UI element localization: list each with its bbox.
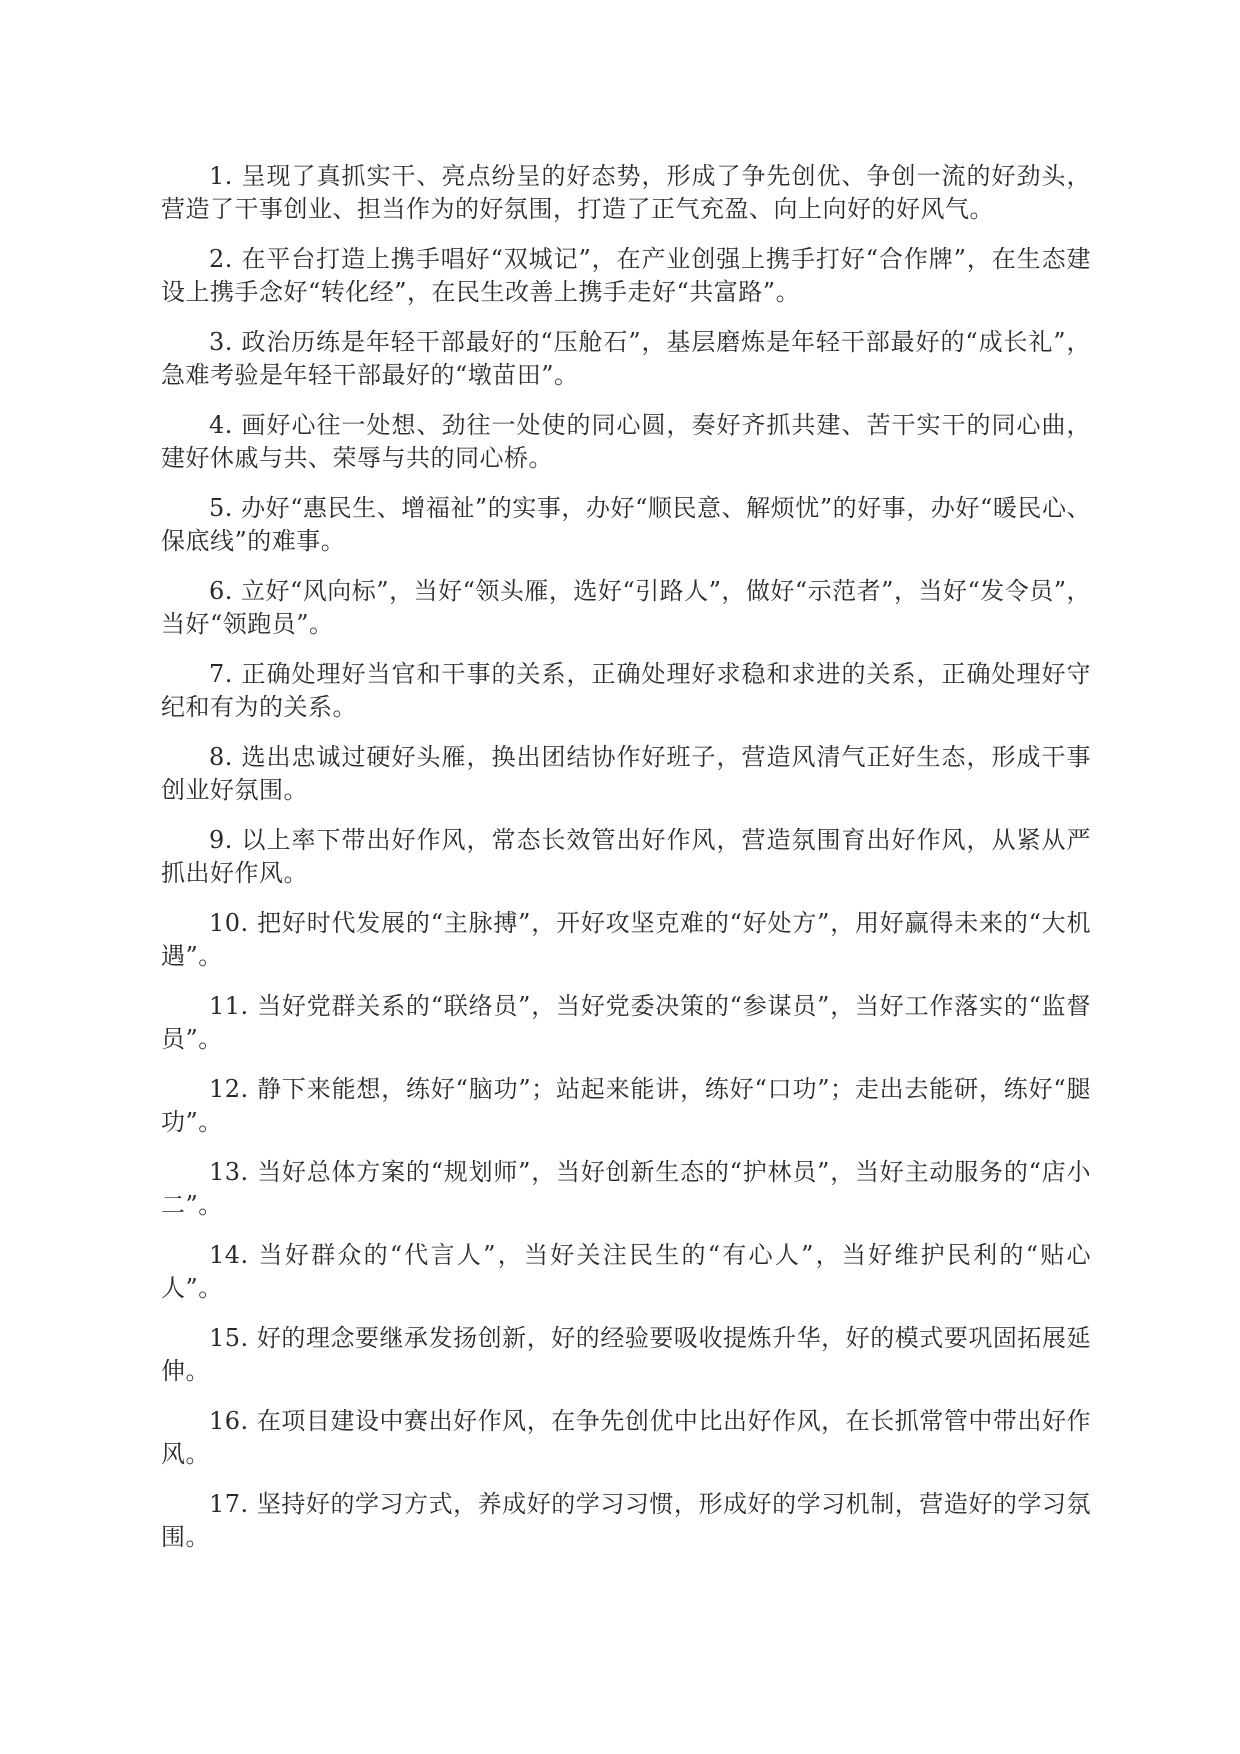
paragraph-17: 17. 坚持好的学习方式，养成好的学习习惯，形成好的学习机制，营造好的学习氛围。 xyxy=(161,1490,1091,1551)
paragraph-6: 6. 立好“风向标”，当好“领头雁，选好“引路人”，做好“示范者”，当好“发令员”，当好“领跑员”。 xyxy=(161,577,1091,638)
document-body xyxy=(161,160,1091,1571)
paragraph-4: 4. 画好心往一处想、劲往一处使的同心圆，奏好齐抓共建、苦干实干的同心曲，建好休戚与共、荣辱与共的同心桥。 xyxy=(161,411,1091,472)
paragraph-14: 14. 当好群众的“代言人”，当好关注民生的“有心人”，当好维护民利的“贴心人”。 xyxy=(161,1241,1091,1302)
paragraph-1: 1. 呈现了真抓实干、亮点纷呈的好态势，形成了争先创优、争创一流的好劲头，营造了干事创业、担当作为的好氛围，打造了正气充盈、向上向好的好风气。 xyxy=(161,162,1091,223)
paragraph-5: 5. 办好“惠民生、增福祉”的实事，办好“顺民意、解烦忧”的好事，办好“暖民心、保底线”的难事。 xyxy=(161,494,1091,555)
paragraph-9: 9. 以上率下带出好作风，常态长效管出好作风，营造氛围育出好作风，从紧从严抓出好作风。 xyxy=(161,826,1091,887)
paragraph-8: 8. 选出忠诚过硬好头雁，换出团结协作好班子，营造风清气正好生态，形成干事创业好氛围。 xyxy=(161,743,1091,804)
paragraph-13: 13. 当好总体方案的“规划师”，当好创新生态的“护林员”，当好主动服务的“店小二”。 xyxy=(161,1158,1091,1219)
paragraph-7: 7. 正确处理好当官和干事的关系，正确处理好求稳和求进的关系，正确处理好守纪和有为的关系。 xyxy=(161,660,1091,721)
paragraph-10: 10. 把好时代发展的“主脉搏”，开好攻坚克难的“好处方”，用好赢得未来的“大机遇”。 xyxy=(161,909,1091,970)
paragraph-12: 12. 静下来能想，练好“脑功”；站起来能讲，练好“口功”；走出去能研，练好“腿功”。 xyxy=(161,1075,1091,1136)
paragraph-3: 3. 政治历练是年轻干部最好的“压舱石”，基层磨炼是年轻干部最好的“成长礼”，急难考验是年轻干部最好的“墩苗田”。 xyxy=(161,328,1091,389)
paragraph-2: 2. 在平台打造上携手唱好“双城记”，在产业创强上携手打好“合作牌”，在生态建设上携手念好“转化经”，在民生改善上携手走好“共富路”。 xyxy=(161,245,1091,306)
paragraph-15: 15. 好的理念要继承发扬创新，好的经验要吸收提炼升华，好的模式要巩固拓展延伸。 xyxy=(161,1324,1091,1385)
paragraph-16: 16. 在项目建设中赛出好作风，在争先创优中比出好作风，在长抓常管中带出好作风。 xyxy=(161,1407,1091,1468)
paragraph-11: 11. 当好党群关系的“联络员”，当好党委决策的“参谋员”，当好工作落实的“监督员”。 xyxy=(161,992,1091,1053)
